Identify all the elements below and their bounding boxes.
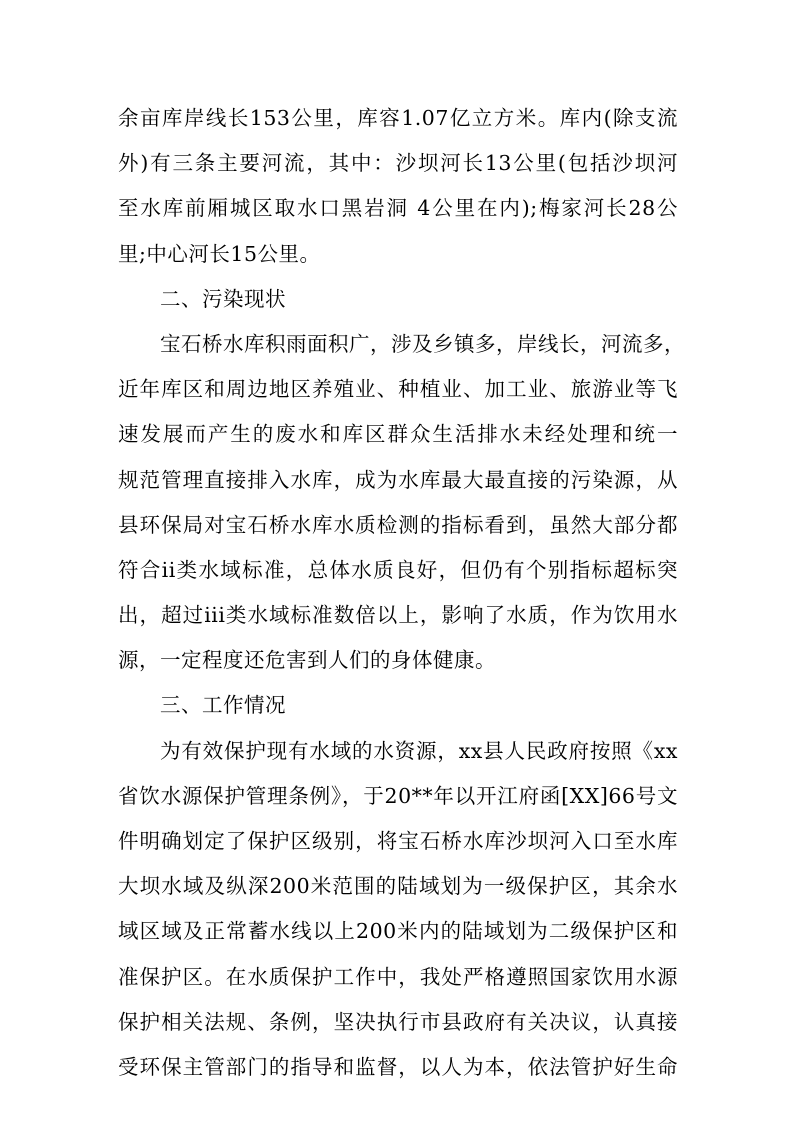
body-text-line: 至水库前厢城区取水口黑岩洞 4公里在内);梅家河长28公: [118, 196, 678, 221]
body-text-line: 规范管理直接排入水库，成为水库最大最直接的污染源，从: [118, 467, 678, 492]
document-page: [118, 96, 685, 1090]
body-text-line: 速发展而产生的废水和库区群众生活排水未经处理和统一: [118, 422, 678, 447]
body-text-line: 受环保主管部门的指导和监督，以人为本，依法管护好生命: [118, 1054, 678, 1079]
body-text-line: 保护相关法规、条例，坚决执行市县政府有关决议，认真接: [118, 1009, 678, 1034]
body-text-line: 里;中心河长15公里。: [118, 241, 321, 266]
body-text-line: 域区域及正常蓄水线以上200米内的陆域划为二级保护区和: [118, 919, 678, 944]
body-text-line: 件明确划定了保护区级别，将宝石桥水库沙坝河入口至水库: [118, 829, 678, 853]
body-text-line: 余亩库岸线长153公里，库容1.07亿立方米。库内(除支流: [118, 106, 678, 130]
body-text-line: 宝石桥水库积雨面积广，涉及乡镇多，岸线长，河流多，: [160, 331, 685, 356]
body-text-line: 为有效保护现有水域的水资源，xx县人民政府按照《xx: [160, 738, 678, 763]
body-text-line: 近年库区和周边地区养殖业、种植业、加工业、旅游业等飞: [118, 377, 678, 402]
body-text-line: 省饮水源保护管理条例》，于20**年以开江府函[XX]66号文: [118, 783, 678, 808]
section-heading: 三、工作情况: [160, 693, 286, 718]
body-text-line: 县环保局对宝石桥水库水质检测的指标看到，虽然大部分都: [118, 512, 678, 537]
body-text-line: 符合ii类水域标准，总体水质良好，但仍有个别指标超标突: [118, 557, 678, 582]
body-text-line: 外)有三条主要河流，其中：沙坝河长13公里(包括沙坝河: [118, 151, 678, 176]
section-heading: 二、污染现状: [160, 286, 286, 311]
body-text-line: 大坝水域及纵深200米范围的陆域划为一级保护区，其余水: [118, 874, 678, 899]
body-text-line: 源，一定程度还危害到人们的身体健康。: [118, 648, 496, 673]
body-text-line: 准保护区。在水质保护工作中，我处严格遵照国家饮用水源: [118, 964, 678, 989]
body-text-line: 出，超过iii类水域标准数倍以上，影响了水质，作为饮用水: [118, 603, 678, 628]
